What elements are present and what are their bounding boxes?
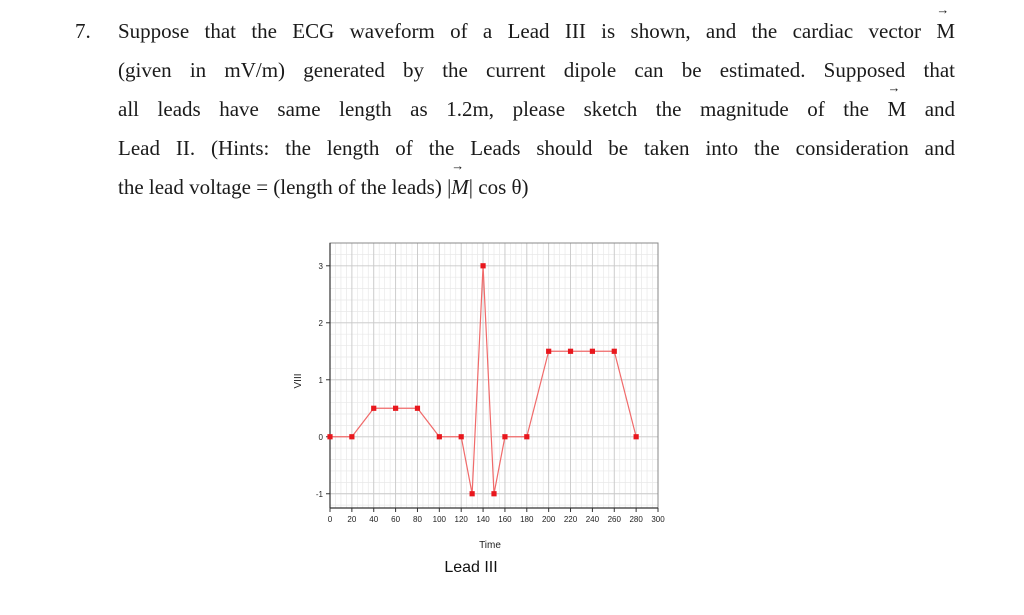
vector-arrow-icon: → [451, 158, 465, 173]
data-point [502, 434, 507, 439]
x-tick-label: 220 [563, 515, 578, 524]
data-point [327, 434, 332, 439]
data-point [393, 406, 398, 411]
chart-caption: Lead III [444, 559, 498, 576]
y-axis-label: VIII [293, 373, 304, 389]
problem-line-5: the lead voltage = (length of the leads) | → M| cos θ) [118, 168, 955, 207]
y-tick-label: 3 [318, 261, 323, 271]
data-point [590, 349, 595, 354]
x-tick-label: 280 [629, 515, 643, 524]
vector-m-symbol-2: M [887, 97, 907, 121]
x-tick-label: 140 [476, 515, 490, 524]
data-point [415, 406, 420, 411]
y-tick-label: -1 [315, 489, 323, 499]
x-tick-label: 200 [541, 515, 556, 524]
data-point [349, 434, 354, 439]
problem-number: 7. [75, 19, 91, 43]
y-tick-label: 0 [318, 432, 323, 442]
data-point [634, 434, 639, 439]
x-tick-label: 80 [413, 515, 422, 524]
x-axis-label: Time [479, 540, 501, 551]
vector-arrow-icon: → [887, 80, 901, 95]
x-tick-label: 60 [391, 515, 401, 524]
data-point [470, 491, 475, 496]
problem-line-2: (given in mV/m) generated by the current dipole can be estimated. Supposed that [118, 58, 955, 82]
data-point [612, 349, 617, 354]
data-point [371, 406, 376, 411]
x-tick-label: 20 [347, 515, 357, 524]
x-tick-label: 100 [432, 515, 447, 524]
chart-grid [330, 243, 658, 508]
data-point [524, 434, 529, 439]
vector-arrow-icon: → [936, 2, 950, 17]
vector-m-abs-symbol: M [451, 175, 469, 199]
problem-line-3a: all leads have same length as 1.2m, please sketch the magnitude of the [118, 97, 869, 121]
x-tick-label: 260 [607, 515, 621, 524]
data-point [568, 349, 573, 354]
data-point [480, 263, 485, 268]
problem-line-1-text: Suppose that the ECG waveform of a Lead III is shown, and the cardiac vector [118, 19, 921, 43]
x-tick-label: 160 [498, 515, 512, 524]
x-tick-label: 180 [520, 515, 534, 524]
data-point [437, 434, 442, 439]
x-tick-label: 300 [651, 515, 665, 524]
y-tick-label: 2 [318, 318, 323, 328]
y-tick-label: 1 [318, 375, 323, 385]
data-point [491, 491, 496, 496]
data-point [459, 434, 464, 439]
problem-line-5b: cos θ) [478, 175, 529, 199]
problem-line-3b: and [924, 97, 956, 121]
x-tick-label: 40 [369, 515, 379, 524]
vector-m-symbol: M [936, 19, 956, 43]
x-tick-label: 240 [585, 515, 600, 524]
x-tick-label: 0 [327, 515, 333, 524]
data-point [546, 349, 551, 354]
x-tick-label: 120 [454, 515, 468, 524]
problem-line-4: Lead II. (Hints: the length of the Leads should be taken into the consideration and [118, 136, 955, 160]
problem-line-5a: the lead voltage = (length of the leads) [118, 175, 442, 199]
